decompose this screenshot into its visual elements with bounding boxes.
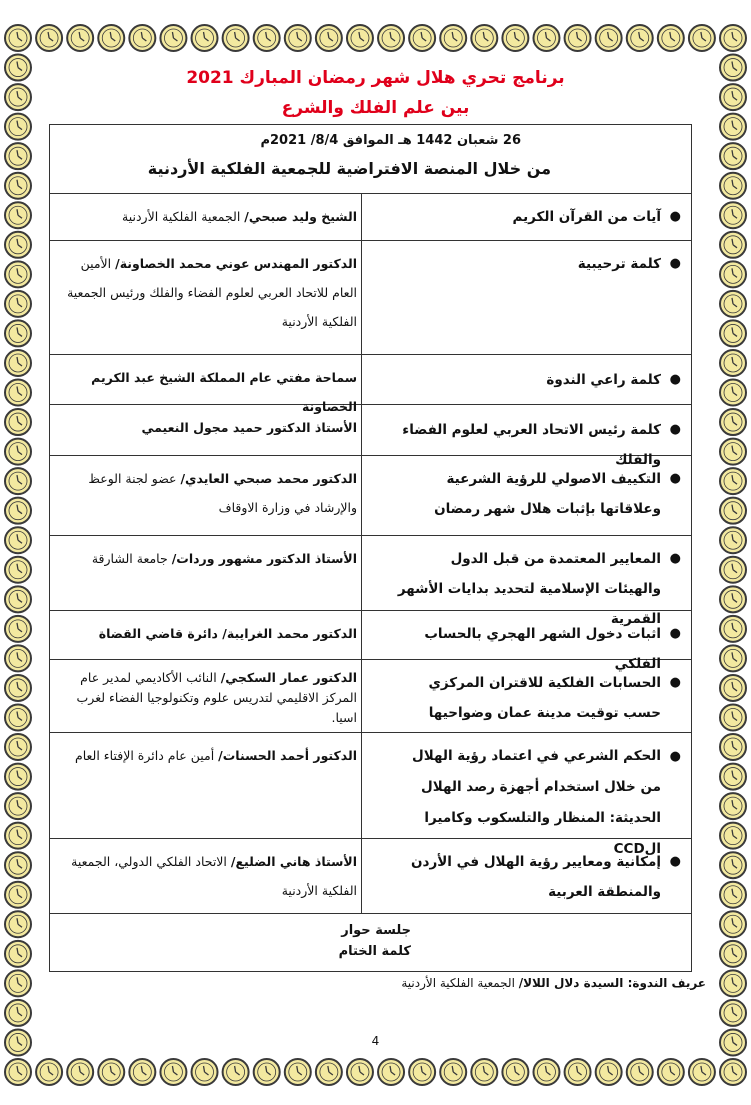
clock-icon [223,1059,249,1085]
clock-icon [689,25,715,51]
clock-icon [347,1059,373,1085]
speaker-affiliation: الجمعية الفلكية الأردنية [122,209,245,224]
agenda-item: التكييف الاصولي للرؤية الشرعية وعلاقاتها بإثبات هلال شهر رمضان [434,471,661,517]
clock-icon [720,704,746,730]
agenda-item: الحكم الشرعي في اعتماد رؤية الهلال من خلال استخدام أجهزة رصد الهلال الحديثة: المنظار والتلسكوب وكاميرا الCCD [412,748,661,857]
table-row [50,194,691,241]
clock-icon [5,202,31,228]
clock-icon [5,232,31,258]
bullet-icon: ● [669,471,681,486]
clock-icon [720,586,746,612]
clock-icon [5,852,31,878]
clock-icon [720,1059,746,1085]
agenda-item: اثبات دخول الشهر الهجري بالحساب الفلكي [424,626,661,672]
speaker-name: الأستاذ الدكتور مشهور وردات/ [171,551,357,566]
table-row [50,733,691,857]
clock-icon [5,350,31,376]
clock-icon [5,320,31,346]
clock-icon [5,143,31,169]
clock-icon [720,941,746,967]
program-table [49,124,692,972]
table-row [50,405,691,468]
bullet-icon: ● [669,749,681,764]
clock-icon [720,498,746,524]
speaker-affiliation: عضو لجنة الوعظ والإرشاد في وزارة الاوقاف [88,471,357,515]
clock-icon [285,1059,311,1085]
clock-icon [5,675,31,701]
clock-icon [720,852,746,878]
clock-icon [285,25,311,51]
clock-icon [720,320,746,346]
speaker-affiliation: النائب الأكاديمي لمدير عام المركز الاقليمي لتدريس علوم وتكنولوجيا الفضاء لغرب اسيا. [76,670,357,725]
clock-icon [533,25,559,51]
clock-icon [36,1059,62,1085]
clock-icon [5,25,31,51]
clock-icon [565,25,591,51]
bullet-icon: ● [669,209,681,224]
clock-icon [5,616,31,642]
clock-icon [5,911,31,937]
clock-icon [565,1059,591,1085]
clock-icon [5,1059,31,1085]
clock-icon [627,25,653,51]
closing-row [50,914,691,971]
moderator-affiliation: الجمعية الفلكية الأردنية [401,976,519,990]
speaker-affiliation: أمين عام دائرة الإفتاء العام [74,748,219,763]
clock-icon [5,764,31,790]
clock-icon [720,616,746,642]
discussion-session: جلسة حوار [341,923,411,938]
clock-icon [658,1059,684,1085]
bullet-icon: ● [669,551,681,566]
clock-icon [720,823,746,849]
speaker-name: الأستاذ الدكتور حميد مجول النعيمي [141,420,357,435]
clock-icon [720,202,746,228]
clock-icon [378,1059,404,1085]
clock-icon [5,793,31,819]
table-row [50,839,691,914]
clock-icon [254,1059,280,1085]
clock-icon [720,350,746,376]
clock-icon [160,1059,186,1085]
bullet-icon: ● [669,256,681,271]
clock-icon [720,527,746,553]
clock-icon [720,645,746,671]
clock-icon [720,232,746,258]
clock-icon [720,557,746,583]
speaker-name: الدكتور محمد صبحي العايدي/ [180,471,357,486]
clock-icon [160,25,186,51]
speaker-name: الدكتور أحمد الحسنات/ [218,748,357,763]
speaker-name: الدكتور عمار السكجي/ [220,670,357,685]
clock-icon [129,25,155,51]
speaker-name: الشيخ وليد صبحي/ [244,209,357,224]
clock-icon [192,1059,218,1085]
clock-icon [5,823,31,849]
clock-icon [129,1059,155,1085]
clock-icon [5,261,31,287]
bullet-icon: ● [669,422,681,437]
clock-icon [471,1059,497,1085]
clock-icon [409,1059,435,1085]
clock-icon [5,645,31,671]
bullet-icon: ● [669,372,681,387]
page-number: 4 [371,1034,380,1048]
event-platform: من خلال المنصة الافتراضية للجمعية الفلكية الأردنية [147,159,551,178]
clock-icon [5,970,31,996]
clock-icon [720,291,746,317]
clock-icon [720,439,746,465]
program-subtitle: بين علم الفلك والشرع [281,98,470,118]
table-row [50,241,691,355]
clock-icon [502,1059,528,1085]
closing-remarks: كلمة الختام [338,944,411,959]
speaker-name: الدكتور المهندس عوني محمد الخصاونة/ [115,256,357,271]
bullet-icon: ● [669,626,681,641]
bullet-icon: ● [669,675,681,690]
table-row [50,536,691,627]
clock-icon [5,468,31,494]
speaker-name: الأستاذ هاني الضليع/ [230,854,357,869]
agenda-item: كلمة ترحيبية [577,256,661,272]
clock-icon [720,143,746,169]
agenda-item: كلمة رئيس الاتحاد العربي لعلوم الفضاء والفلك [402,422,661,468]
clock-icon [5,882,31,908]
speaker-affiliation: جامعة الشارقة [91,551,172,566]
clock-icon [378,25,404,51]
clock-icon [720,793,746,819]
clock-icon [347,25,373,51]
clock-icon [658,25,684,51]
table-row [50,355,691,414]
clock-icon [720,25,746,51]
clock-icon [720,764,746,790]
clock-icon [720,882,746,908]
clock-icon [67,1059,93,1085]
table-row [50,456,691,536]
clock-icon [5,291,31,317]
program-title: برنامج تحري هلال شهر رمضان المبارك 2021 [186,68,565,88]
clock-icon [192,25,218,51]
bullet-icon: ● [669,854,681,869]
clock-icon [316,1059,342,1085]
clock-icon [689,1059,715,1085]
clock-icon [316,25,342,51]
clock-icon [596,25,622,51]
agenda-item: إمكانية ومعايير رؤية الهلال في الأردن والمنطقة العربية [411,854,661,900]
agenda-item: آيات من القرآن الكريم [512,209,661,225]
agenda-item: الحسابات الفلكية للاقتران المركزي حسب توقيت مدينة عمان وضواحيها [428,675,661,721]
clock-icon [98,1059,124,1085]
clock-icon [254,25,280,51]
clock-icon [5,173,31,199]
clock-icon [5,704,31,730]
clock-icon [720,409,746,435]
clock-icon [596,1059,622,1085]
clock-icon [440,1059,466,1085]
clock-icon [720,970,746,996]
table-row [50,660,691,733]
speaker-name: الدكتور محمد الغرايبة/ دائرة قاضي القضاة [98,626,357,641]
clock-icon [5,586,31,612]
clock-icon [720,380,746,406]
clock-icon [5,498,31,524]
moderator-label: عريف الندوة: السيدة دلال اللالا/ [518,976,706,990]
clock-icon [720,261,746,287]
clock-icon [720,468,746,494]
clock-icon [5,941,31,967]
clock-icon [720,1000,746,1026]
clock-icon [720,675,746,701]
clock-icon [5,527,31,553]
clock-icon [5,409,31,435]
clock-icon [36,25,62,51]
moderator-line [401,976,706,990]
clock-icon [5,1000,31,1026]
clock-icon [627,1059,653,1085]
clock-icon [440,25,466,51]
clock-icon [720,911,746,937]
clock-icon [67,25,93,51]
table-header [50,125,691,194]
clock-icon [5,439,31,465]
clock-icon [502,25,528,51]
clock-icon [223,25,249,51]
clock-icon [5,380,31,406]
event-date: 26 شعبان 1442 هـ الموافق 8/4/ 2021م [260,133,521,148]
speaker-name: سماحة مفتي عام المملكة الشيخ عبد الكريم الخصاونة [91,370,357,414]
speaker-affiliation: الاتحاد الفلكي الدولي، الجمعية الفلكية الأردنية [71,854,357,898]
clock-icon [533,1059,559,1085]
clock-icon [720,173,746,199]
speaker-affiliation: الأمين العام للاتحاد العربي لعلوم الفضاء والفلك ورئيس الجمعية الفلكية الأردنية [67,256,357,329]
clock-icon [98,25,124,51]
agenda-item: كلمة راعي الندوة [546,372,661,388]
clock-icon [409,25,435,51]
table-row [50,611,691,672]
agenda-item: المعايير المعتمدة من قبل الدول والهيئات الإسلامية لتحديد بدايات الأشهر القمرية [397,551,661,627]
clock-icon [471,25,497,51]
clock-icon [5,557,31,583]
clock-icon [5,734,31,760]
clock-icon [720,734,746,760]
